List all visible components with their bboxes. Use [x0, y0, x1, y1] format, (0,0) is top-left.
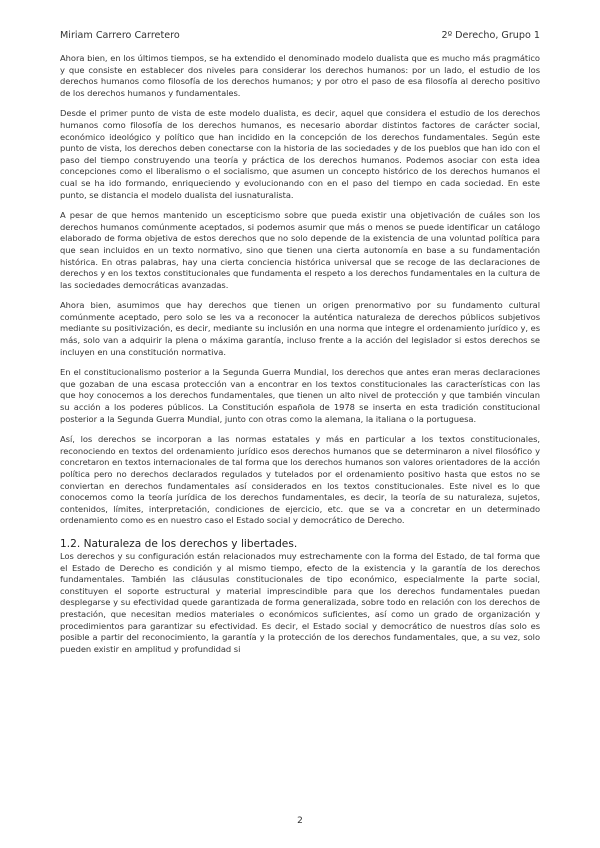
section-paragraph: Los derechos y su configuración están relacionados muy estrechamente con la forma del Estado, de tal forma que el Estado de Derecho es condición y al mismo tiempo, efecto de la existencia y la garantía de los derechos fundamentales. También las cláusulas constitucionales de tipo económico, especialmente la parte social, constituyen el soporte estructural y material imprescindible para que los derechos fundamentales puedan desplegarse y su efectividad quede garantizada de forma generalizada, sobre todo en relación con los derechos de prestación, que necesitan medios materiales o económicos suficientes, así como un grado de organización y procedimientos para garantizar su efectividad. Es decir, el Estado social y democrático de nuestros días solo es posible a partir del reconocimiento, la garantía y la protección de los derechos fundamentales, que, a su vez, solo pueden existir en amplitud y profundidad si [60, 550, 540, 654]
paragraph-2: Desde el primer punto de vista de este modelo dualista, es decir, aquel que considera el estudio de los derechos humanos como filosofía de los derechos humanos, es necesario abordar distintos factores de carácter social, económico ideológico y político que han incidido en la concepción de los derechos fundamentales. Según este punto de vista, los derechos deben conectarse con la historia de las sociedades y de los pueblos que han ido con el paso del tiempo construyendo una teoría y práctica de los derechos humanos. Podemos asociar con esta idea concepciones como el liberalismo o el socialismo, que asumen un concepto histórico de los derechos humanos el cual se ha ido formando, enriqueciendo y evolucionando con en el paso del tiempo en cada sociedad. En este punto, se distancia el modelo dualista del iusnaturalista. [60, 108, 540, 200]
page-number: 2 [297, 816, 303, 826]
author-name: Miriam Carrero Carretero [60, 30, 180, 41]
paragraph-3: A pesar de que hemos mantenido un escepticismo sobre que pueda existir una objetivación de cuáles son los derechos humanos comúnmente aceptados, si podemos asumir que más o menos se puede identificar un catálogo elaborado de forma objetiva de estos derechos que no solo depende de la existencia de una voluntad política para que sean incluidos en un texto normativo, sino que tienen una cierta autonomía en base a su fundamentación histórica. En otras palabras, hay una cierta conciencia histórica universal que se recoge de las declaraciones de derechos y en los textos constitucionales que fundamenta el respeto a los derechos fundamentales en la cultura de las sociedades democráticas avanzadas. [60, 210, 540, 290]
paragraph-4: Ahora bien, asumimos que hay derechos que tienen un origen prenormativo por su fundamento cultural comúnmente aceptado, pero solo se les va a reconocer la auténtica naturaleza de derechos públicos subjetivos mediante su positivización, es decir, mediante su inclusión en una norma que integre el ordenamiento jurídico y, es más, solo van a adquirir la plena o máxima garantía, incluso frente a la acción del legislador si estos derechos se incluyen en una constitución normativa. [60, 300, 540, 357]
section-heading: 1.2. Naturaleza de los derechos y libertades. [60, 537, 298, 550]
paragraph-1: Ahora bien, en los últimos tiempos, se ha extendido el denominado modelo dualista que es mucho más pragmático y que consiste en establecer dos niveles para considerar los derechos humanos: por un lado, el estudio de los derechos humanos como filosofía de los derechos humanos; y por otro el paso de esa filosofía al derecho positivo de los derechos humanos y fundamentales. [60, 53, 540, 98]
document-body [60, 53, 540, 655]
course-label: 2º Derecho, Grupo 1 [441, 30, 540, 41]
paragraph-5: En el constitucionalismo posterior a la Segunda Guerra Mundial, los derechos que antes eran meras declaraciones que gozaban de una escasa protección van a encontrar en los textos constitucionales las características con las que hoy conocemos a los derechos fundamentales, que tienen un alto nivel de protección y que también vinculan su acción a los poderes públicos. La Constitución española de 1978 se inserta en esta tradición constitucional posterior a la Segunda Guerra Mundial, junto con otras como la alemana, la italiana o la portuguesa. [60, 367, 540, 424]
paragraph-6: Así, los derechos se incorporan a las normas estatales y más en particular a los textos constitucionales, reconociendo en textos del ordenamiento jurídico esos derechos humanos que se determinaron a nivel filosófico y concretaron en textos internacionales de tal forma que los derechos humanos son valores orientadores de la acción política pero no derechos declarados regulados y tutelados por el ordenamiento positivo hasta que estos no se conviertan en derechos fundamentales así considerados en los textos constitucionales. Este nivel es lo que conocemos como la teoría jurídica de los derechos fundamentales, es decir, la teoría de su naturaleza, sujetos, contenidos, límites, interpretación, condiciones de ejercicio, etc. que se va a concretar en un determinado ordenamiento como es en nuestro caso el Estado social y democrático de Derecho. [60, 434, 540, 526]
page-header [60, 30, 540, 44]
